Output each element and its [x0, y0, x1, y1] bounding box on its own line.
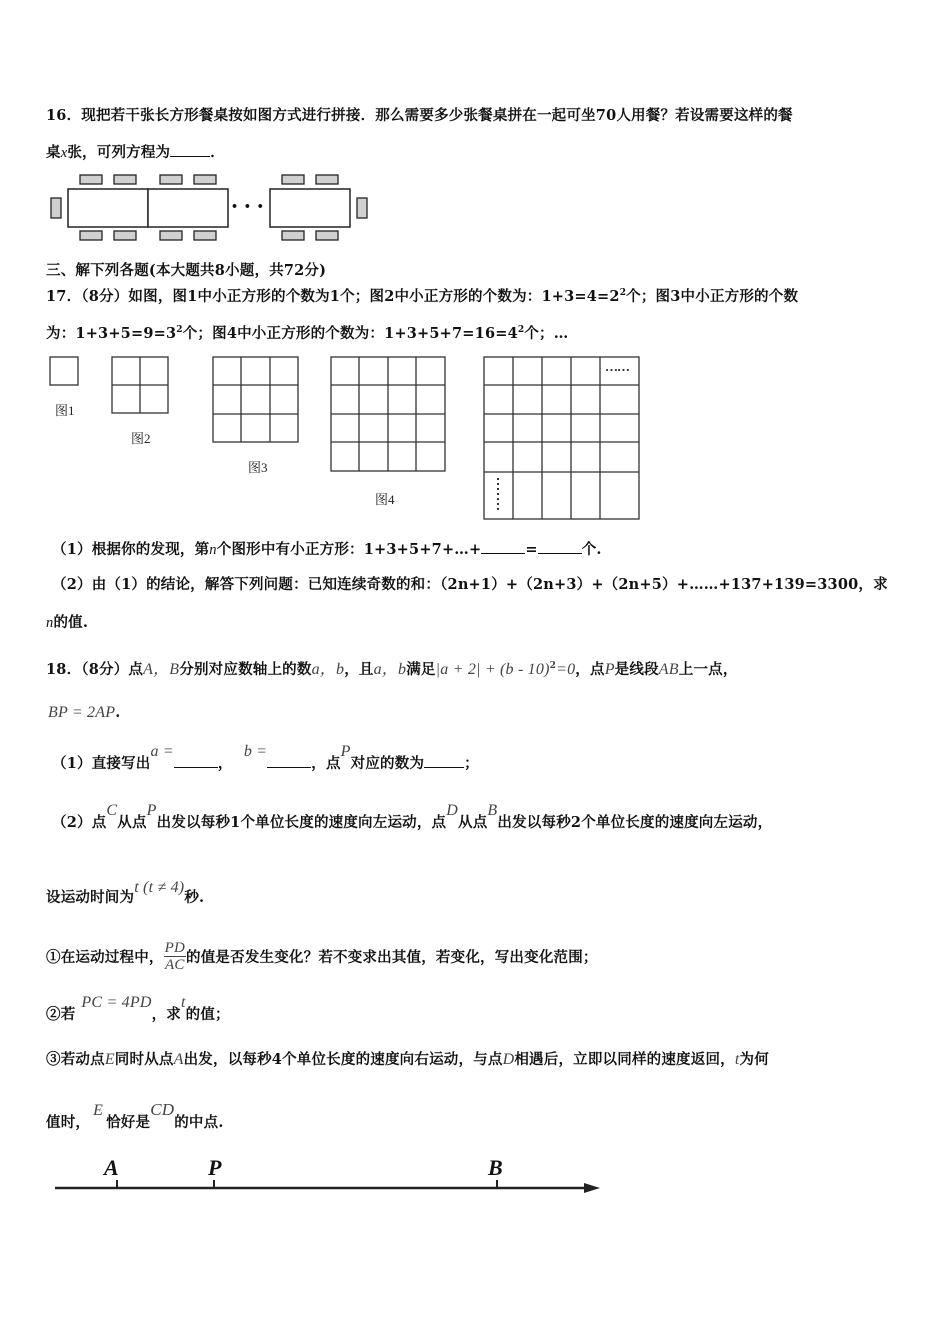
q18-intro-ab2: a，b: [373, 661, 407, 678]
q16-table: [270, 189, 350, 227]
q17-part1-a: （1）根据你的发现，第: [52, 541, 210, 558]
q18-s2-c: 的值；: [185, 1006, 230, 1023]
q17-fig5-grid: [484, 357, 639, 519]
q18-p2-b: 从点: [117, 814, 147, 831]
q16-chair: [316, 175, 338, 184]
q18-cond-eq: BP = 2AP: [48, 704, 116, 721]
q17-blank-last-term[interactable]: [481, 541, 525, 554]
q18-s1-num: PD: [164, 940, 186, 956]
q17-line2-sup: 2: [176, 325, 183, 336]
q18-s2-eq: PC = 4PD: [81, 994, 152, 1011]
q17-part1-end: 个.: [581, 541, 602, 558]
axis-arrow: [584, 1183, 600, 1193]
q16-chair: [282, 175, 304, 184]
q18-p2-e: 出发以每秒2个单位长度的速度向左运动，: [497, 814, 773, 831]
q17-part1-b: 个图形中有小正方形：1+3+5+7+…+: [216, 541, 482, 558]
q17-line2-a: 为：1+3+5=9=3: [46, 325, 177, 342]
q18-p2-C: C: [106, 802, 118, 819]
q18-cond-end: .: [115, 704, 121, 721]
q18-p1-b: ，点: [311, 755, 341, 772]
q18-p2-d: 从点: [458, 814, 488, 831]
q16-chair: [194, 231, 216, 240]
q18-blank-b[interactable]: [267, 755, 311, 768]
q18-s1-a: ①在运动过程中，: [46, 949, 164, 966]
q18-time: [46, 879, 205, 907]
q18-sub3-line2: [46, 1100, 224, 1132]
q17-fig3-label: 图3: [248, 460, 268, 475]
section3-title: 三、解下列各题(本大题共8小题，共72分): [46, 262, 327, 279]
q18-intro-d: 满足: [406, 661, 436, 678]
q18-p1-beq: b =: [243, 743, 268, 760]
q18-sub1: [46, 940, 598, 973]
q18-p1-P: P: [340, 743, 351, 760]
q18-intro-f: 是线段: [614, 661, 659, 678]
q16-var-x: x: [60, 145, 68, 161]
q18-sub2: [46, 994, 230, 1024]
q16-chair: [194, 175, 216, 184]
q18-intro-b: 分别对应数轴上的数: [179, 661, 312, 678]
q18-p1-a: （1）直接写出: [52, 755, 151, 772]
q18-intro-e: ，点: [575, 661, 605, 678]
q18-part2: [52, 802, 773, 832]
q18-s3-e: 为何: [739, 1051, 769, 1068]
axis-label-B: B: [488, 1155, 503, 1180]
q16-chair-right: [357, 198, 367, 218]
axis-label-A: A: [104, 1155, 119, 1180]
axis-label-P: P: [208, 1155, 222, 1180]
q18-s2-a: ②若: [46, 1006, 76, 1023]
q18-s1-den: AC: [165, 957, 185, 973]
q17-line1: [46, 285, 798, 306]
q16-line2-b: 张，可列方程为: [67, 144, 171, 161]
q17-fig2-grid: [112, 357, 168, 413]
q18-p1-end: ；: [464, 755, 479, 772]
q17-fig1-label: 图1: [55, 403, 75, 418]
q17-line2-sup2: 2: [517, 325, 525, 336]
q18-s3-l2c: 的中点.: [174, 1114, 224, 1131]
q16-line2-a: 桌: [46, 144, 61, 161]
q18-p2-a: （2）点: [52, 814, 107, 831]
q16-chair: [316, 231, 338, 240]
q16-chair-left: [51, 198, 61, 218]
q18-time-b: 秒.: [184, 889, 205, 906]
q18-part1: [52, 743, 479, 773]
q16-table: [68, 189, 148, 227]
q18-sub3-line1: [46, 1048, 769, 1069]
q18-s2-t: t: [180, 994, 186, 1011]
q16-table: [148, 189, 228, 227]
q17-fig2-label: 图2: [131, 431, 151, 446]
q18-s1-b: 的值是否发生变化？若不变求出其值，若变化，写出变化范围；: [186, 949, 598, 966]
q17-line1-b: 个；图3中小正方形的个数: [626, 288, 799, 305]
q17-fig5-dots: ……: [605, 359, 629, 374]
q18-intro-AB: A，B: [143, 661, 180, 678]
q18-p2-D: D: [446, 802, 459, 819]
q18-s3-l2a: 值时，: [46, 1114, 91, 1131]
q16-chair: [114, 231, 136, 240]
q17-fig4-label: 图4: [375, 492, 395, 507]
q18-s2-b: ，求: [151, 1006, 181, 1023]
q18-s3-D: D: [502, 1051, 515, 1068]
q17-fig1-grid: [50, 357, 78, 385]
q18-condition: [48, 704, 120, 722]
q18-p2-c: 出发以每秒1个单位长度的速度向左运动，点: [156, 814, 447, 831]
q18-intro-P: P: [604, 661, 615, 678]
q18-s3-l2b: 恰好是: [106, 1114, 151, 1131]
q16-line1: 16．现把若干张长方形餐桌按如图方式进行拼接．那么需要多少张餐桌拼在一起可坐70人用餐？若设需要这样的餐: [46, 107, 793, 124]
q16-chair: [282, 231, 304, 240]
q18-blank-a[interactable]: [174, 755, 218, 768]
q18-time-t: t (t ≠ 4): [134, 879, 185, 896]
q18-s3-t: t: [734, 1051, 740, 1068]
q18-s3-c: 出发，以每秒4个单位长度的速度向右运动，与点: [183, 1051, 503, 1068]
q18-intro-c: ，且: [344, 661, 374, 678]
q18-s1-fraction: [164, 940, 186, 973]
q16-chair: [80, 231, 102, 240]
q17-line2-c: 个；…: [524, 325, 569, 342]
q18-time-a: 设运动时间为: [46, 889, 135, 906]
q18-s3-A: A: [173, 1051, 184, 1068]
q18-intro-AB2: AB: [658, 661, 679, 678]
q17-fig3-grid: [213, 357, 298, 442]
q17-line2: [46, 322, 568, 343]
q17-line1-sup: 2: [619, 288, 627, 299]
q18-intro-equation: |a + 2| + (b - 10): [435, 661, 550, 678]
q17-part1: [52, 538, 602, 559]
q18-s3-CD: CD: [150, 1100, 175, 1119]
q16-chair: [80, 175, 102, 184]
q16-ellipsis: • • •: [231, 200, 265, 213]
q18-s3-d: 相遇后，立即以同样的速度返回，: [514, 1051, 735, 1068]
q16-line2-end: ．: [210, 144, 225, 161]
q17-fig4-grid: [331, 357, 445, 471]
q16-chair: [114, 175, 136, 184]
q16-chair: [160, 231, 182, 240]
q17-line1-a: 17．（8分）如图，图1中小正方形的个数为1个；图2中小正方形的个数为：1+3=4=2: [46, 288, 620, 305]
q17-part1-eq: =: [525, 541, 538, 558]
q18-s3-a: ③若动点: [46, 1051, 105, 1068]
q17-part2-line2-text: 的值.: [53, 614, 89, 631]
q17-part2-n: n: [46, 615, 54, 631]
q18-intro-eq-sup: 2: [549, 661, 557, 672]
q18-s3-b: 同时从点: [114, 1051, 174, 1068]
q18-s3-E2: E: [93, 1102, 104, 1119]
q18-blank-p[interactable]: [424, 755, 464, 768]
q18-intro-eq-end: =0: [556, 661, 576, 678]
q17-line2-b: 个；图4中小正方形的个数为：1+3+5+7=16=4: [182, 325, 518, 342]
q18-intro-ab: a，b: [311, 661, 345, 678]
q18-intro-a: 18．（8分）点: [46, 661, 144, 678]
q17-part1-n: n: [209, 542, 217, 558]
q17-part2-line1: （2）由（1）的结论，解答下列问题：已知连续奇数的和：（2n+1）+（2n+3）+（2n+5）+……+137+139=3300，求: [52, 576, 888, 593]
q18-intro: [46, 656, 738, 679]
q18-p1-c: 对应的数为: [350, 755, 425, 772]
q18-p2-P: P: [146, 802, 157, 819]
q18-p1-aeq: a =: [150, 743, 174, 760]
q17-part2-line2: [46, 611, 88, 632]
q18-p1-comma: ，: [217, 755, 233, 772]
q18-intro-g: 上一点，: [678, 661, 738, 678]
q18-s3-E: E: [104, 1051, 115, 1068]
q17-blank-total[interactable]: [538, 541, 582, 554]
q18-p2-B: B: [487, 802, 498, 819]
q18-number-line: [55, 1180, 600, 1193]
q16-chair: [160, 175, 182, 184]
